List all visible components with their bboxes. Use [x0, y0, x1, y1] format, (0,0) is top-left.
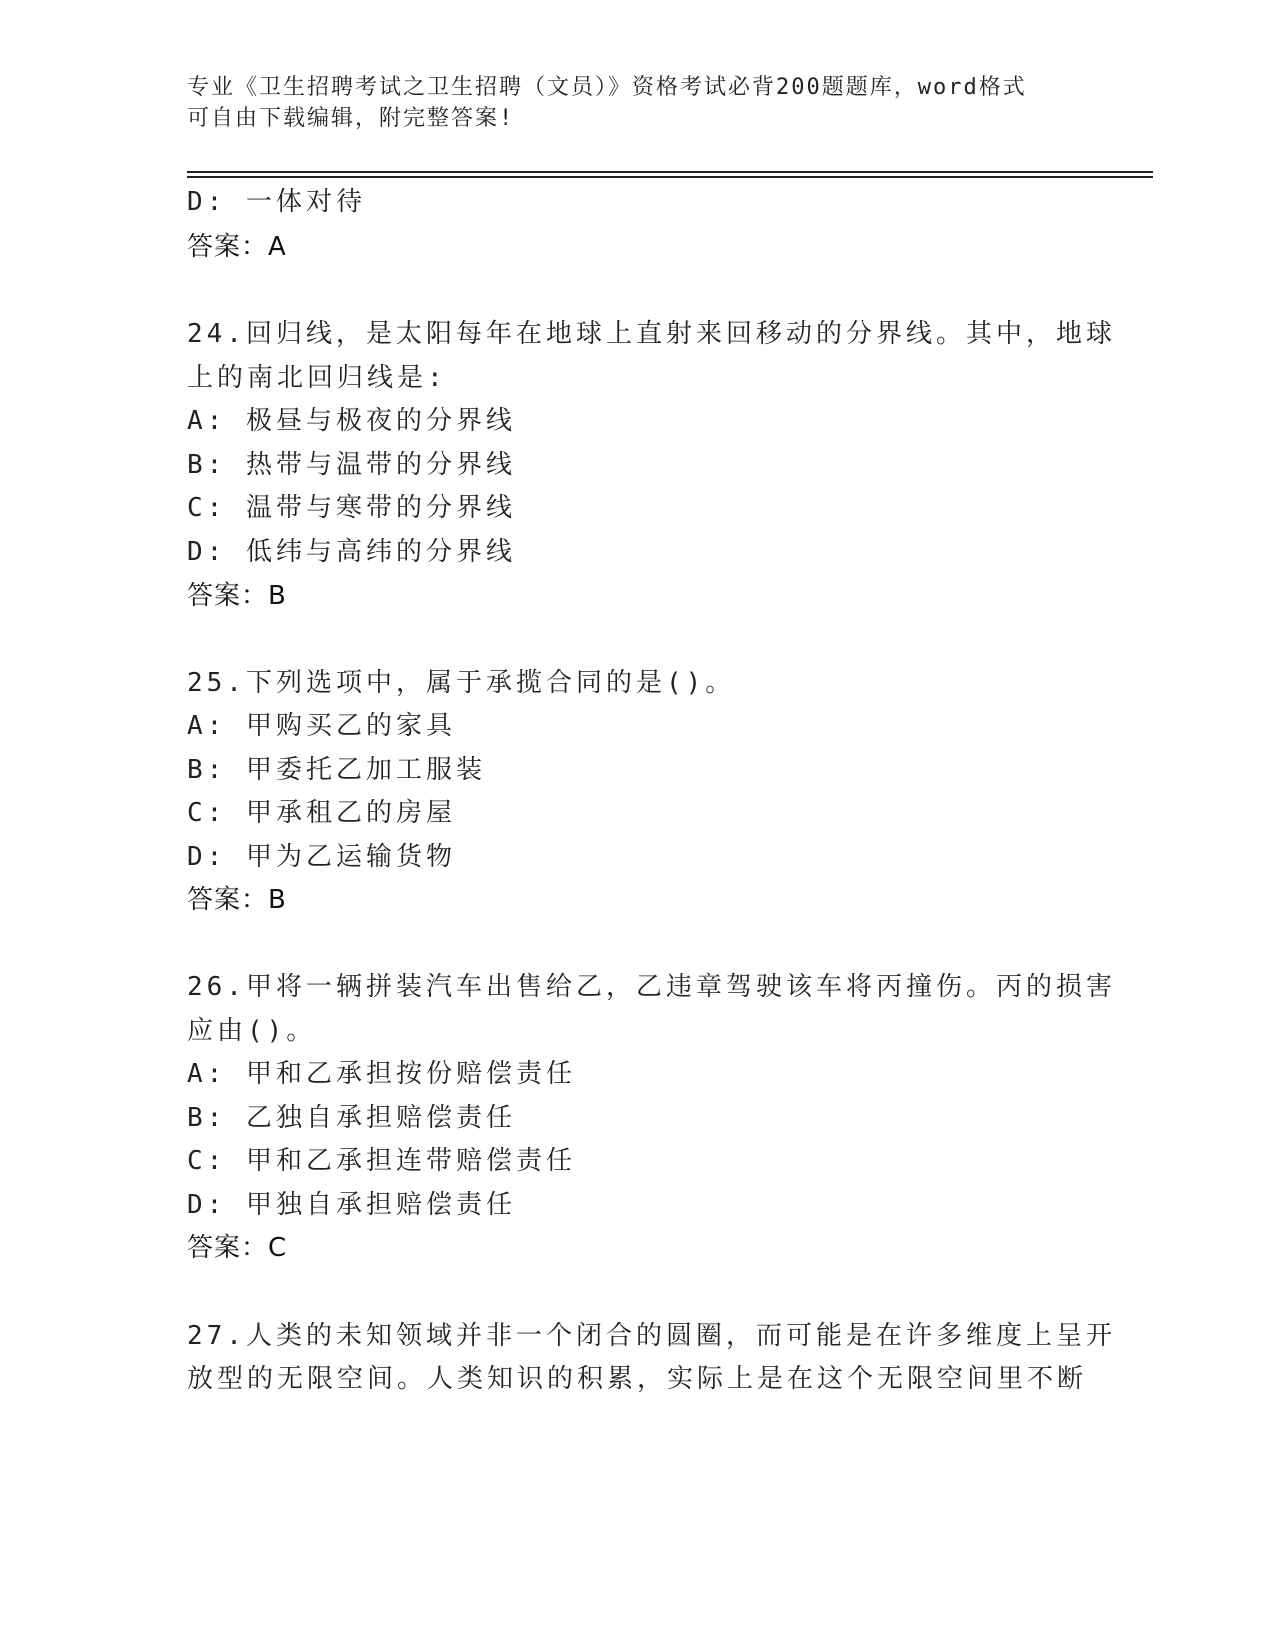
- question-24-answer: 答案：B: [187, 581, 287, 611]
- question-27-stem-line-1: 27.人类的未知领域并非一个闭合的圆圈，而可能是在许多维度上呈开: [187, 1321, 1116, 1351]
- document-header-line-2: 可自由下载编辑，附完整答案!: [187, 106, 515, 131]
- question-25-option-a: A: 甲购买乙的家具: [187, 711, 456, 741]
- question-26-option-b: B: 乙独自承担赔偿责任: [187, 1103, 516, 1133]
- question-26-stem-line-1: 26.甲将一辆拼装汽车出售给乙，乙违章驾驶该车将丙撞伤。丙的损害: [187, 972, 1116, 1002]
- option-d: D: 一体对待: [187, 187, 366, 217]
- question-25-stem-line-1: 25.下列选项中，属于承揽合同的是()。: [187, 668, 736, 698]
- question-26-option-d: D: 甲独自承担赔偿责任: [187, 1190, 516, 1220]
- question-26-answer: 答案：C: [187, 1233, 288, 1263]
- question-25-answer: 答案：B: [187, 885, 287, 915]
- question-24-stem-line-2: 上的南北回归线是:: [187, 363, 447, 393]
- question-26-option-a: A: 甲和乙承担按份赔偿责任: [187, 1059, 576, 1089]
- question-25-option-d: D: 甲为乙运输货物: [187, 842, 456, 872]
- question-24-stem-line-1: 24.回归线，是太阳每年在地球上直射来回移动的分界线。其中，地球: [187, 319, 1116, 349]
- question-24-option-c: C: 温带与寒带的分界线: [187, 493, 516, 523]
- header-rule-bottom: [187, 176, 1153, 178]
- question-27-stem-line-2: 放型的无限空间。人类知识的积累，实际上是在这个无限空间里不断: [187, 1364, 1088, 1394]
- question-26-stem-line-2: 应由()。: [187, 1016, 317, 1046]
- question-25-option-c: C: 甲承租乙的房屋: [187, 798, 456, 828]
- answer-line: 答案：A: [187, 232, 287, 262]
- document-header-line-1: 专业《卫生招聘考试之卫生招聘（文员）》资格考试必背200题题库，word格式: [187, 75, 1027, 100]
- question-24-option-d: D: 低纬与高纬的分界线: [187, 537, 516, 567]
- header-rule-top: [187, 171, 1153, 173]
- question-26-option-c: C: 甲和乙承担连带赔偿责任: [187, 1146, 576, 1176]
- question-24-option-a: A: 极昼与极夜的分界线: [187, 406, 516, 436]
- question-25-option-b: B: 甲委托乙加工服装: [187, 755, 486, 785]
- question-24-option-b: B: 热带与温带的分界线: [187, 450, 516, 480]
